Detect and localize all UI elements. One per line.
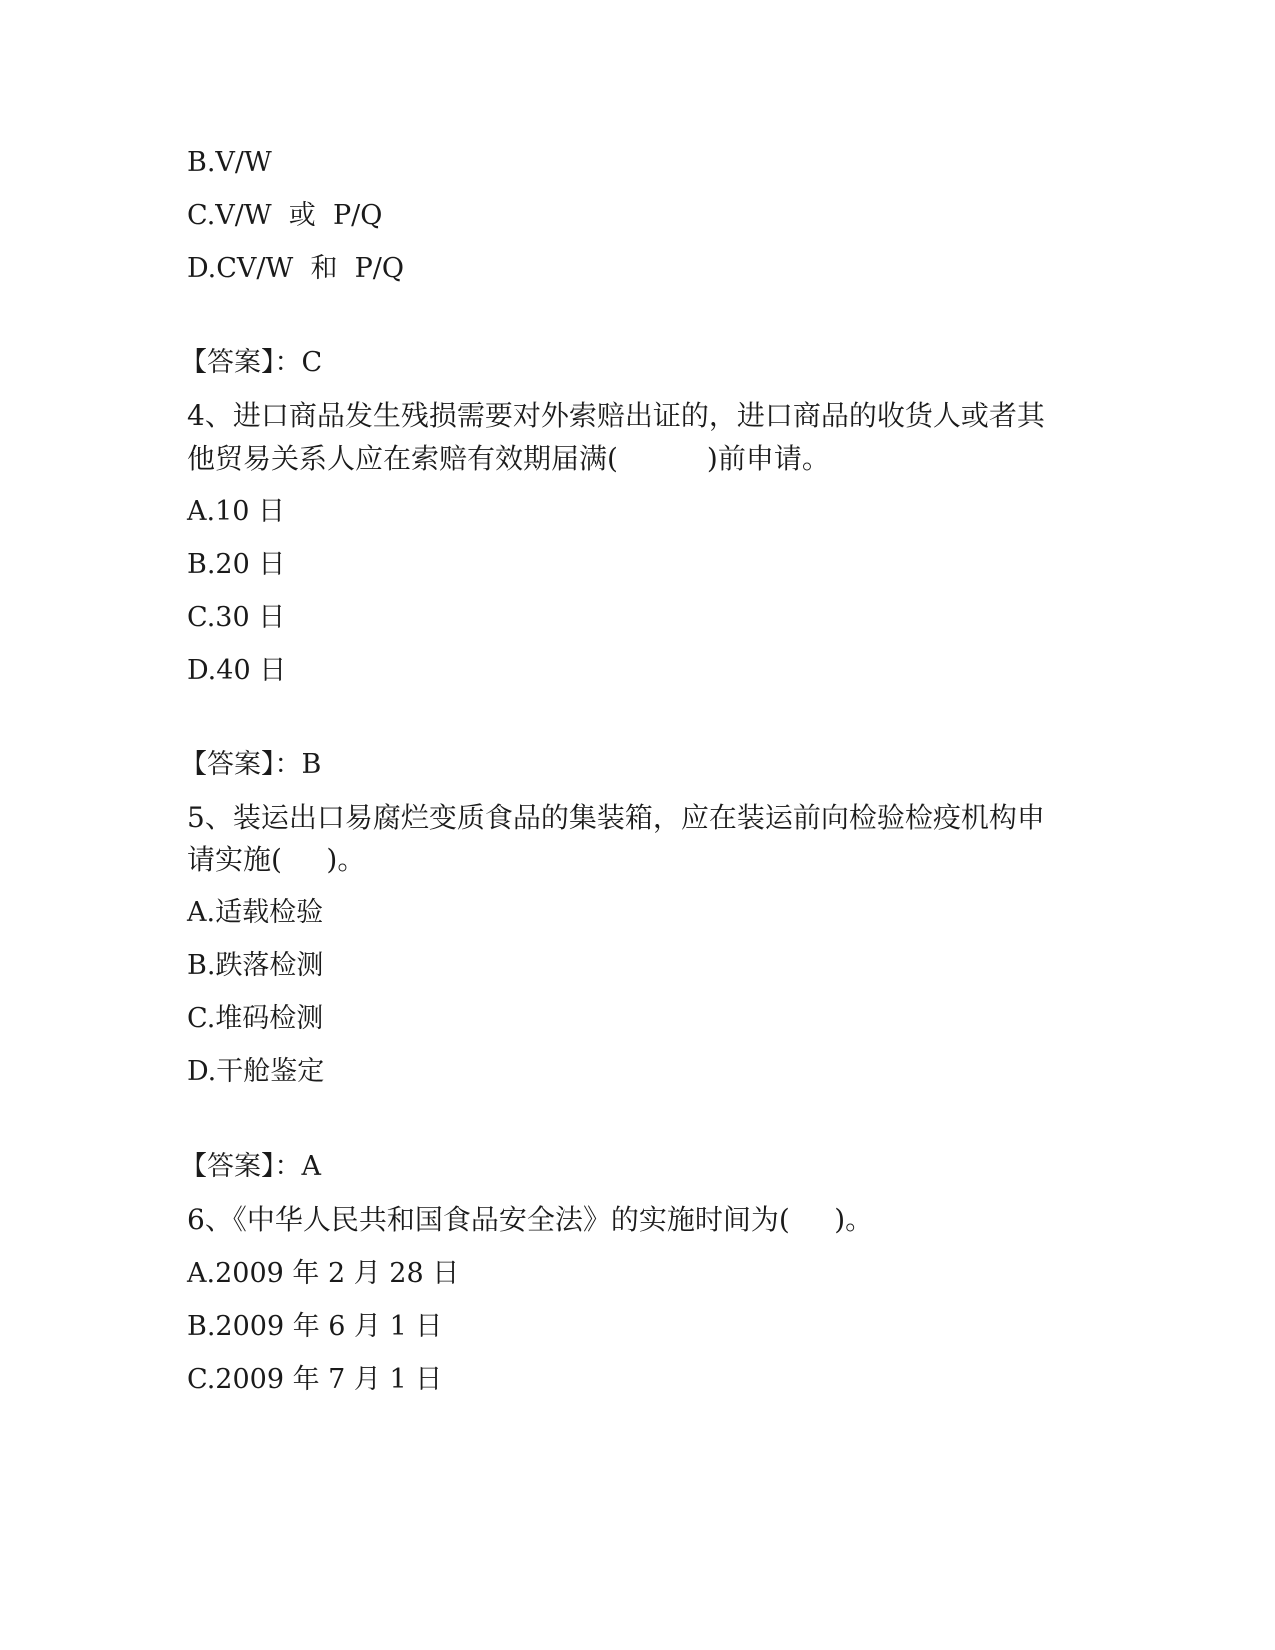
q4-option-a: A.10 日 [187,496,286,527]
q4-question-line1: 4、进口商品发生残损需要对外索赔出证的，进口商品的收货人或者其 [187,399,1045,432]
q6-option-a: A.2009 年 2 月 28 日 [187,1258,460,1289]
q5-answer: 【答案】：A [180,1151,321,1182]
q3-answer: 【答案】：C [180,347,323,378]
q3-option-c: C.V/W 或 P/Q [187,200,383,231]
q3-option-b: B.V/W [187,147,272,178]
q4-answer: 【答案】：B [180,749,322,780]
q3-option-d: D.CV/W 和 P/Q [187,253,405,284]
q5-question-line1: 5、装运出口易腐烂变质食品的集装箱，应在装运前向检验检疫机构申 [187,801,1045,834]
q4-option-b: B.20 日 [187,549,286,580]
q5-option-a: A.适载检验 [187,897,324,928]
q4-question-line2: 他贸易关系人应在索赔有效期届满( )前申请。 [187,442,830,475]
q5-option-d: D.干舱鉴定 [187,1056,325,1087]
q6-question-line1: 6、《中华人民共和国食品安全法》的实施时间为( )。 [187,1203,874,1236]
q4-option-d: D.40 日 [187,655,287,686]
q6-option-c: C.2009 年 7 月 1 日 [187,1364,443,1395]
q5-option-c: C.堆码检测 [187,1003,324,1034]
q6-option-b: B.2009 年 6 月 1 日 [187,1311,443,1342]
q5-option-b: B.跌落检测 [187,950,324,981]
q5-question-line2: 请实施( )。 [187,843,366,876]
q4-option-c: C.30 日 [187,602,286,633]
